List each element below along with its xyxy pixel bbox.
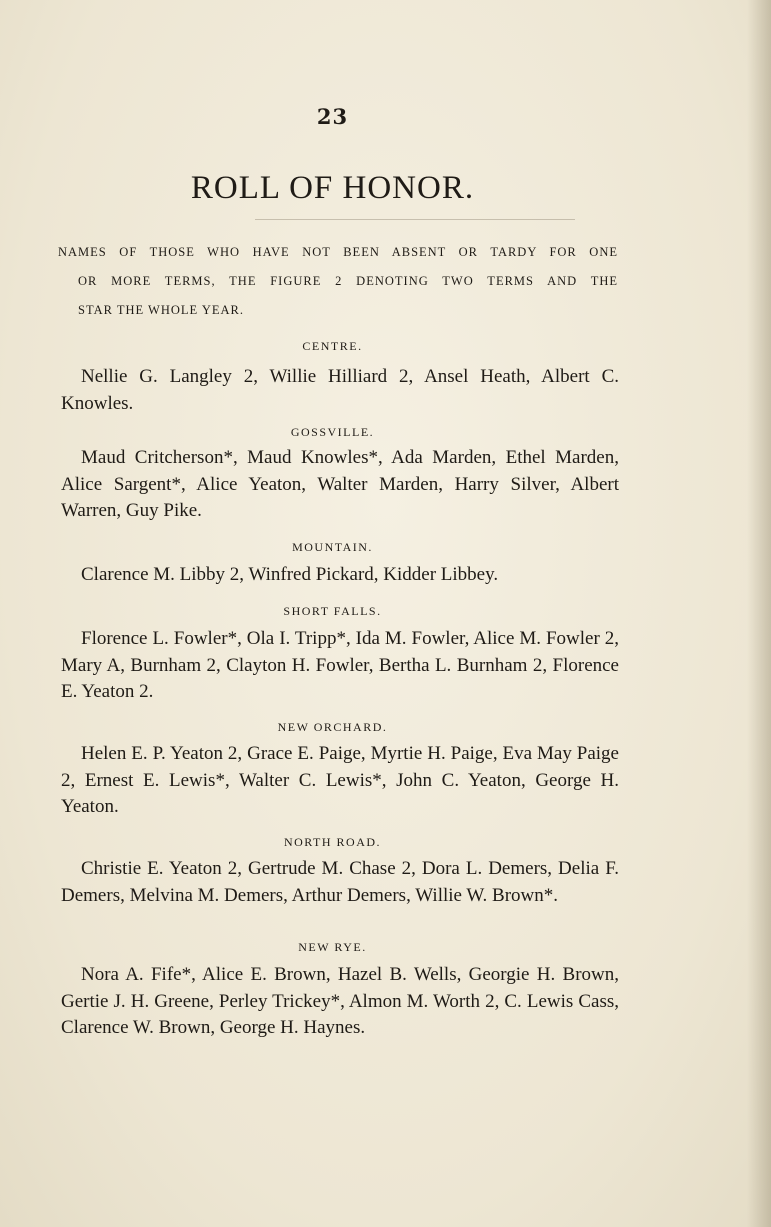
section-names-mountain: Clarence M. Libby 2, Winfred Pickard, Kidder Libbey. (81, 564, 499, 585)
page-number: 23 (316, 104, 349, 129)
section-names-new-orchard: Helen E. P. Yeaton 2, Grace E. Paige, Myrtie H. Paige, Eva May Paige 2, Ernest E. Lewis*, Walter C. Lewis*, John C. Yeaton, George H. Yeaton. (61, 743, 619, 817)
intro-line-3: STAR THE WHOLE YEAR. (78, 303, 244, 317)
section-heading-north-road: NORTH ROAD. (283, 835, 382, 849)
section-names-north-road: Christie E. Yeaton 2, Gertrude M. Chase 2, Dora L. Demers, Delia F. Demers, Melvina M. Demers, Arthur Demers, Willie W. Brown*. (61, 858, 619, 906)
intro-line-2: OR MORE TERMS, THE FIGURE 2 DENOTING TWO TERMS AND THE (78, 274, 618, 288)
page-edge-shadow (747, 0, 771, 1227)
section-heading-new-rye: NEW RYE. (298, 940, 367, 954)
intro-line-1: NAMES OF THOSE WHO HAVE NOT BEEN ABSENT OR TARDY FOR ONE (58, 245, 618, 259)
section-heading-centre: CENTRE. (302, 339, 363, 353)
section-heading-short-falls: SHORT FALLS. (283, 604, 382, 618)
section-names-short-falls: Florence L. Fowler*, Ola I. Tripp*, Ida M. Fowler, Alice M. Fowler 2, Mary A, Burnham 2, Clayton H. Fowler, Bertha L. Burnham 2, Florence E. Yeaton 2. (61, 628, 619, 702)
section-names-new-rye: Nora A. Fife*, Alice E. Brown, Hazel B. Wells, Georgie H. Brown, Gertie J. H. Greene, Perley Trickey*, Almon M. Worth 2, C. Lewis Cass, Clarence W. Brown, George H. Haynes. (61, 964, 619, 1038)
section-names-gossville: Maud Critcherson*, Maud Knowles*, Ada Marden, Ethel Marden, Alice Sargent*, Alice Yeaton, Walter Marden, Harry Silver, Albert Warren, Guy Pike. (61, 447, 619, 521)
title-divider (255, 219, 575, 220)
section-names-centre: Nellie G. Langley 2, Willie Hilliard 2, Ansel Heath, Albert C. Knowles. (61, 366, 619, 414)
intro-paragraph (58, 238, 618, 325)
section-heading-mountain: MOUNTAIN. (292, 540, 373, 554)
section-heading-new-orchard: NEW ORCHARD. (277, 720, 388, 734)
page-title: ROLL OF HONOR. (190, 170, 475, 206)
section-heading-gossville: GOSSVILLE. (290, 425, 375, 439)
